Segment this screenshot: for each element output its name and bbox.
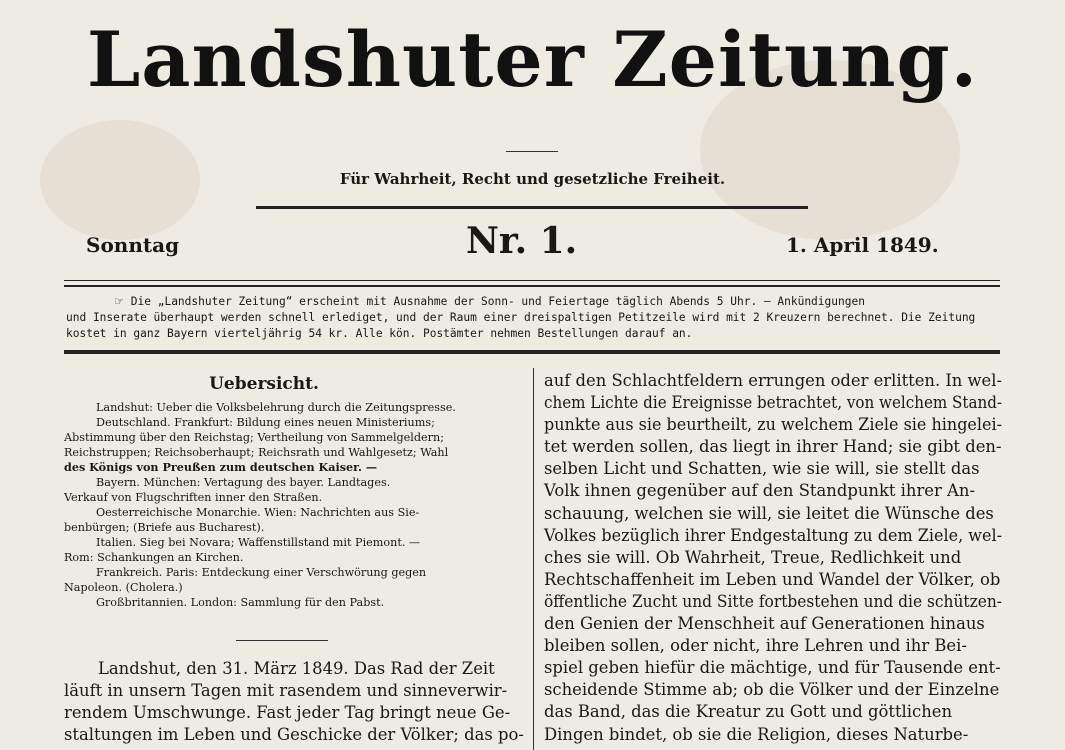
overview-line: Italien. Sieg bei Novara; Waffenstillstand mit Piemont. — (96, 536, 421, 549)
divider (256, 206, 808, 209)
overview-title: Uebersicht. (209, 374, 319, 394)
overview-line: Landshut: Ueber die Volksbelehrung durch die Zeitungspresse. (96, 401, 456, 414)
overview-line: Deutschland. Frankfurt: Bildung eines neuen Ministeriums; (96, 416, 435, 429)
overview-line: Großbritannien. London: Sammlung für den Pabst. (96, 596, 385, 609)
article-left-column (64, 658, 526, 746)
column-divider (533, 368, 534, 750)
masthead-motto: Für Wahrheit, Recht und gesetzliche Freiheit. (339, 170, 726, 188)
overview-line: Reichstruppen; Reichsoberhaupt; Reichsrath und Wahlgesetz; Wahl (64, 446, 449, 459)
overview-line: Verkauf von Flugschriften inner den Straßen. (64, 491, 323, 504)
article-line: das Band, das die Kreatur zu Gott und göttlichen (544, 702, 953, 722)
masthead-title: Landshuter Zeitung. (86, 15, 979, 104)
subscription-notice (66, 294, 1002, 342)
article-line: läuft in unsern Tagen mit rasendem und sinneverwir- (64, 681, 508, 700)
notice-line: Die „Landshuter Zeitung“ erscheint mit Ausnahme der Sonn- und Feiertage täglich Abends 5 Uhr. — Ankündigungen (130, 295, 865, 308)
article-line: scheidende Stimme ab; ob die Völker und der Einzelne (544, 680, 1000, 700)
article-line: Dingen bindet, ob sie die Religion, dieses Naturbe- (544, 724, 969, 744)
article-line: öffentliche Zucht und Sitte fortbestehen und die schützen- (544, 591, 1002, 611)
article-line: bleiben sollen, oder nicht, ihre Lehren und ihr Bei- (544, 636, 967, 656)
article-line: den Genien der Menschheit auf Generationen hinaus (544, 614, 985, 634)
overview-line: Bayern. München: Vertagung des bayer. Landtages. (96, 476, 391, 489)
overview-list (64, 400, 526, 610)
article-line: staltungen im Leben und Geschicke der Völker; das po- (64, 725, 524, 744)
issue-number: Nr. 1. (466, 220, 578, 262)
article-right-column (544, 370, 1002, 746)
article-line: tet werden sollen, das liegt in ihrer Hand; sie gibt den- (544, 437, 1002, 457)
issue-day: Sonntag (86, 233, 180, 257)
article-line: chem Lichte die Ereignisse betrachtet, von welchem Stand- (544, 393, 1002, 413)
divider (506, 151, 558, 152)
overview-line: Rom: Schankungen an Kirchen. (64, 551, 244, 564)
divider (236, 640, 328, 641)
notice-line: und Inserate überhaupt werden schnell erlediget, und der Raum einer dreispaltigen Petitzeile wird mit 2 Kreuzern berechnet. Die Zeitung (66, 311, 976, 324)
article-line: schauung, welchen sie will, sie leitet die Wünsche des (544, 503, 994, 523)
notice-line: kostet in ganz Bayern vierteljährig 54 kr. Alle kön. Postämter nehmen Bestellungen darauf an. (66, 327, 693, 340)
overview-line: Oesterreichische Monarchie. Wien: Nachrichten aus Sie- (96, 506, 420, 519)
article-line: Volkes bezüglich ihrer Endgestaltung zu dem Ziele, wel- (544, 525, 1002, 545)
overview-line: Frankreich. Paris: Entdeckung einer Verschwörung gegen (96, 566, 427, 579)
article-line: Landshut, den 31. März 1849. Das Rad der Zeit (98, 659, 495, 678)
overview-line: Napoleon. (Cholera.) (64, 581, 183, 594)
overview-section (64, 372, 526, 610)
divider (64, 280, 1000, 281)
article-line: selben Licht und Schatten, wie sie will, sie stellt das (544, 459, 980, 479)
issue-date: 1. April 1849. (786, 233, 939, 257)
article-line: spiel geben hiefür die mächtige, und für Tausende ent- (544, 658, 1001, 678)
divider (64, 350, 1000, 354)
article-line: punkte aus sie beurtheilt, zu welchem Ziele sie hingelei- (544, 415, 1002, 435)
overview-line: Abstimmung über den Reichstag; Vertheilung von Sammelgeldern; (64, 431, 444, 444)
article-line: auf den Schlachtfeldern errungen oder erlitten. In wel- (544, 371, 1002, 390)
divider (64, 285, 1000, 287)
article-line: Rechtschaffenheit im Leben und Wandel der Völker, ob (544, 569, 1001, 589)
article-line: Volk ihnen gegenüber auf den Standpunkt ihrer An- (544, 481, 975, 501)
overview-line: benbürgen; (Briefe aus Bucharest). (64, 521, 265, 534)
article-line: ches sie will. Ob Wahrheit, Treue, Redlichkeit und (544, 547, 962, 567)
pointing-hand-icon: ☞ (114, 295, 125, 308)
overview-line: des Königs von Preußen zum deutschen Kaiser. — (64, 460, 378, 474)
article-line: rendem Umschwunge. Fast jeder Tag bringt neue Ge- (64, 703, 511, 722)
